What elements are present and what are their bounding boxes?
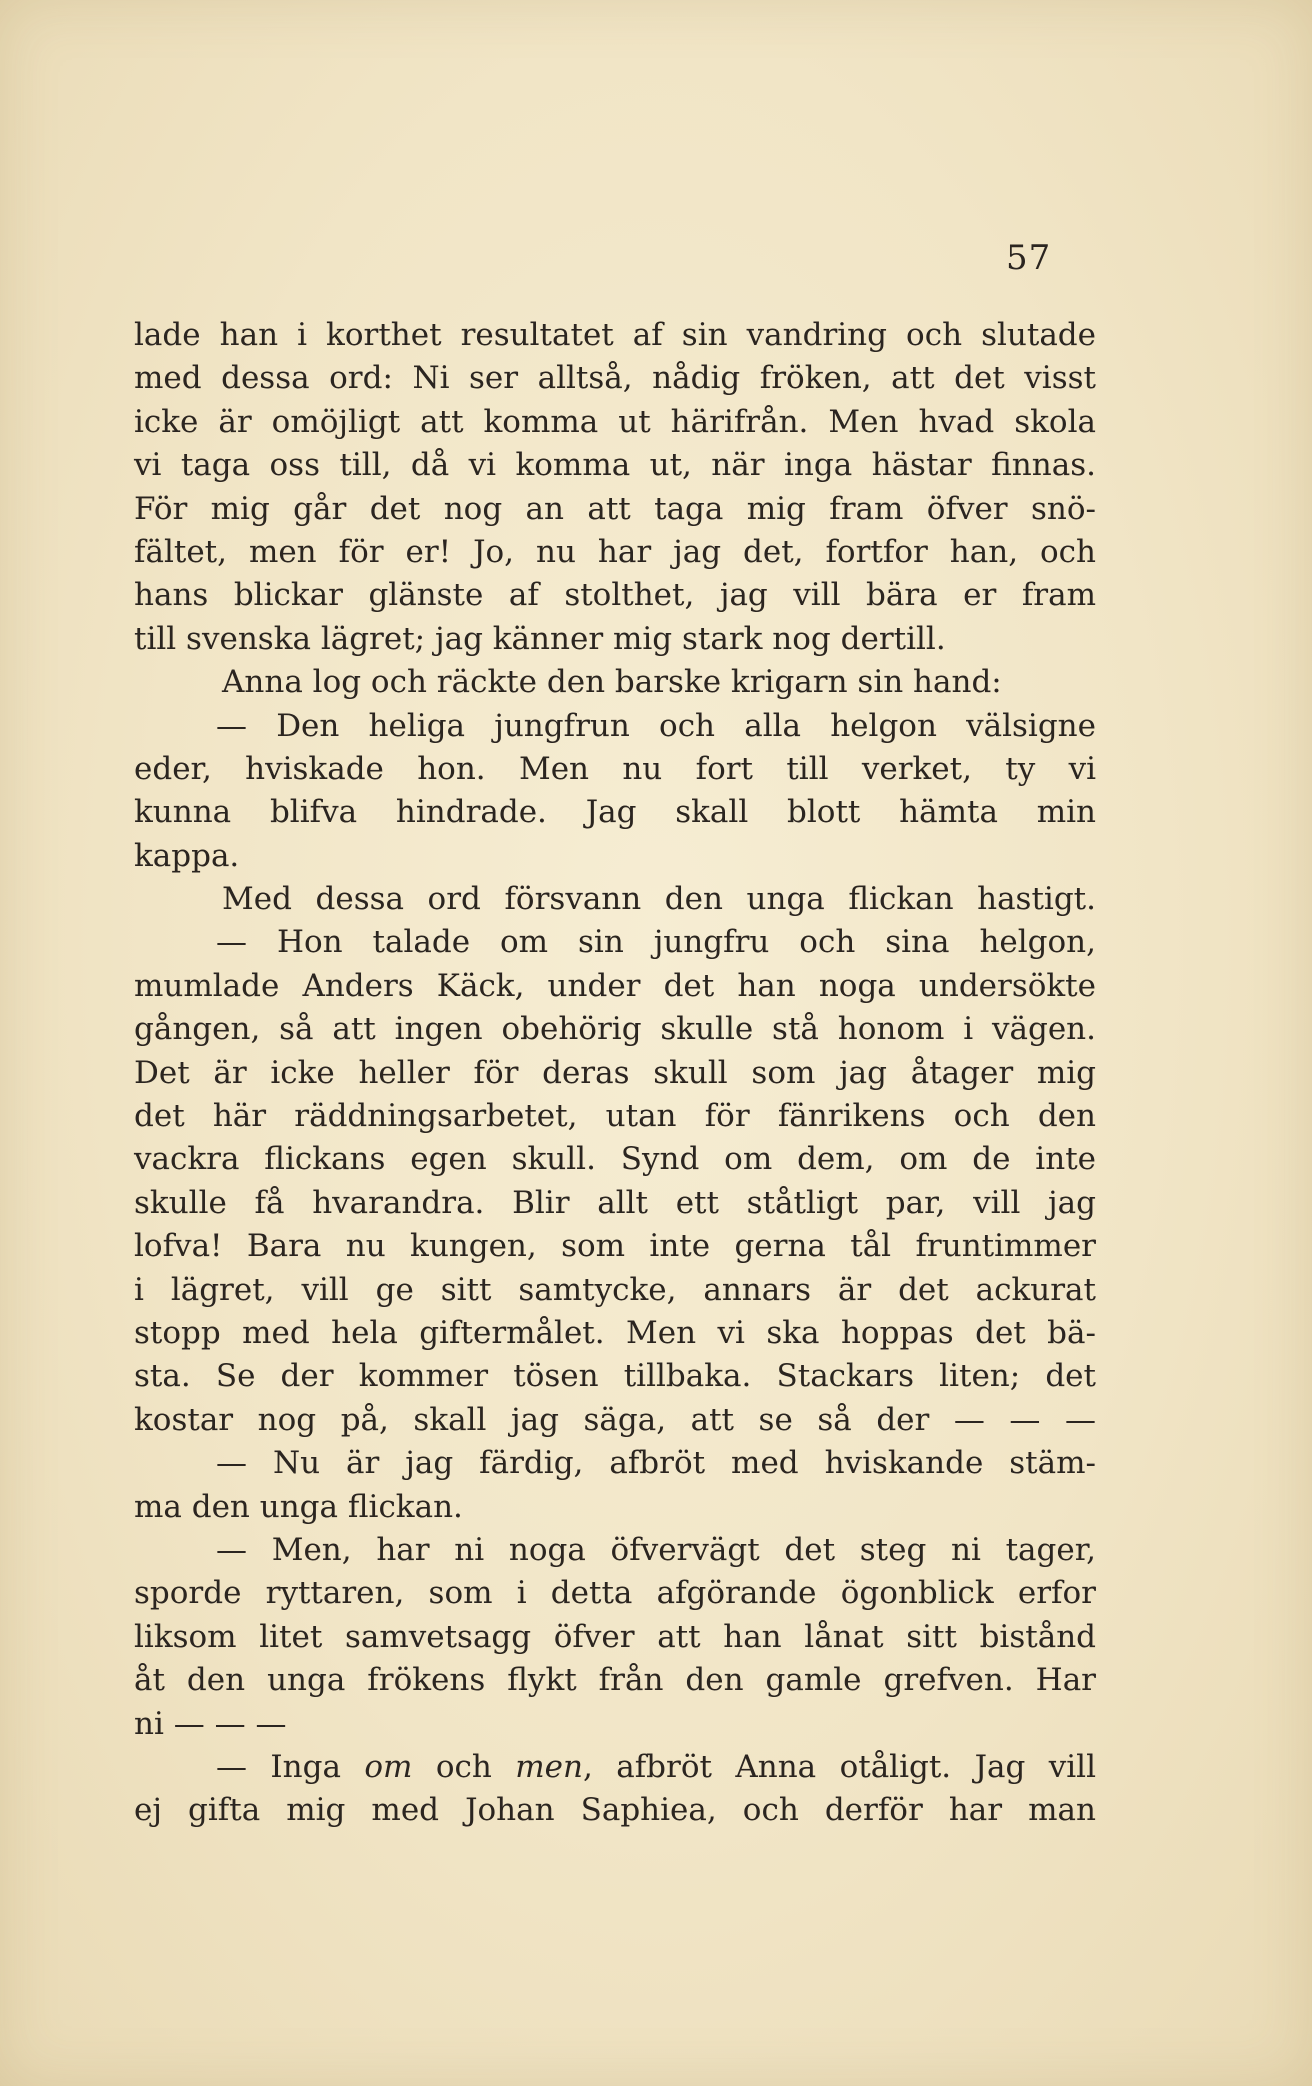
text-line: — Nu är jag färdig, afbröt med hviskande stäm- bbox=[216, 1445, 1096, 1482]
text-line: liksom litet samvetsagg öfver att han lånat sitt bistånd bbox=[134, 1618, 1096, 1655]
body-text bbox=[134, 314, 1096, 1833]
text-line: vi taga oss till, då vi komma ut, när inga hästar finnas. bbox=[134, 447, 1096, 484]
text-line: det här räddningsarbetet, utan för fänrikens och den bbox=[134, 1098, 1096, 1135]
text-line: — Inga om och men, afbröt Anna otåligt. Jag vill bbox=[216, 1748, 1096, 1785]
text-line: fältet, men för er! Jo, nu har jag det, fortfor han, och bbox=[134, 533, 1096, 570]
text-line: För mig går det nog an att taga mig fram öfver snö- bbox=[134, 490, 1096, 527]
text-line: skulle få hvarandra. Blir allt ett ståtligt par, vill jag bbox=[134, 1184, 1096, 1221]
text-line: — Hon talade om sin jungfru och sina helgon, bbox=[216, 924, 1096, 961]
text-line: ej gifta mig med Johan Saphiea, och derför har man bbox=[134, 1792, 1096, 1829]
text-line: lofva! Bara nu kungen, som inte gerna tål fruntimmer bbox=[134, 1228, 1096, 1265]
text-line: ma den unga flickan. bbox=[134, 1488, 463, 1525]
text-line: hans blickar glänste af stolthet, jag vill bära er fram bbox=[134, 577, 1096, 614]
text-line: Anna log och räckte den barske krigarn sin hand: bbox=[222, 664, 1002, 701]
page-number: 57 bbox=[1006, 238, 1052, 278]
text-line: Med dessa ord försvann den unga flickan hastigt. bbox=[222, 881, 1096, 918]
text-line: sta. Se der kommer tösen tillbaka. Stackars liten; det bbox=[134, 1358, 1096, 1395]
text-line: åt den unga frökens flykt från den gamle grefven. Har bbox=[134, 1662, 1096, 1699]
text-line: mumlade Anders Käck, under det han noga undersökte bbox=[134, 967, 1096, 1004]
text-line: kostar nog på, skall jag säga, att se så der — — — bbox=[134, 1401, 1096, 1438]
text-line: sporde ryttaren, som i detta afgörande ögonblick erfor bbox=[134, 1575, 1096, 1612]
text-line: — Den heliga jungfrun och alla helgon välsigne bbox=[216, 707, 1096, 744]
text-line: lade han i korthet resultatet af sin vandring och slutade bbox=[134, 317, 1096, 353]
text-line: Det är icke heller för deras skull som jag åtager mig bbox=[134, 1054, 1096, 1091]
text-line: i lägret, vill ge sitt samtycke, annars är det ackurat bbox=[134, 1271, 1096, 1308]
text-line: kappa. bbox=[134, 837, 240, 874]
text-line: vackra flickans egen skull. Synd om dem, om de inte bbox=[134, 1141, 1096, 1178]
text-line: eder, hviskade hon. Men nu fort till verket, ty vi bbox=[134, 750, 1096, 787]
text-line: gången, så att ingen obehörig skulle stå honom i vägen. bbox=[134, 1011, 1096, 1048]
text-line: ni — — — bbox=[134, 1705, 287, 1742]
text-line: kunna blifva hindrade. Jag skall blott hämta min bbox=[134, 794, 1096, 831]
text-line: stopp med hela giftermålet. Men vi ska hoppas det bä- bbox=[134, 1314, 1096, 1351]
text-line: med dessa ord: Ni ser alltså, nådig fröken, att det visst bbox=[134, 360, 1096, 397]
text-line: — Men, har ni noga öfvervägt det steg ni tager, bbox=[216, 1531, 1096, 1568]
text-line: till svenska lägret; jag känner mig stark nog dertill. bbox=[134, 620, 946, 657]
text-line: icke är omöjligt att komma ut härifrån. Men hvad skola bbox=[134, 403, 1096, 440]
